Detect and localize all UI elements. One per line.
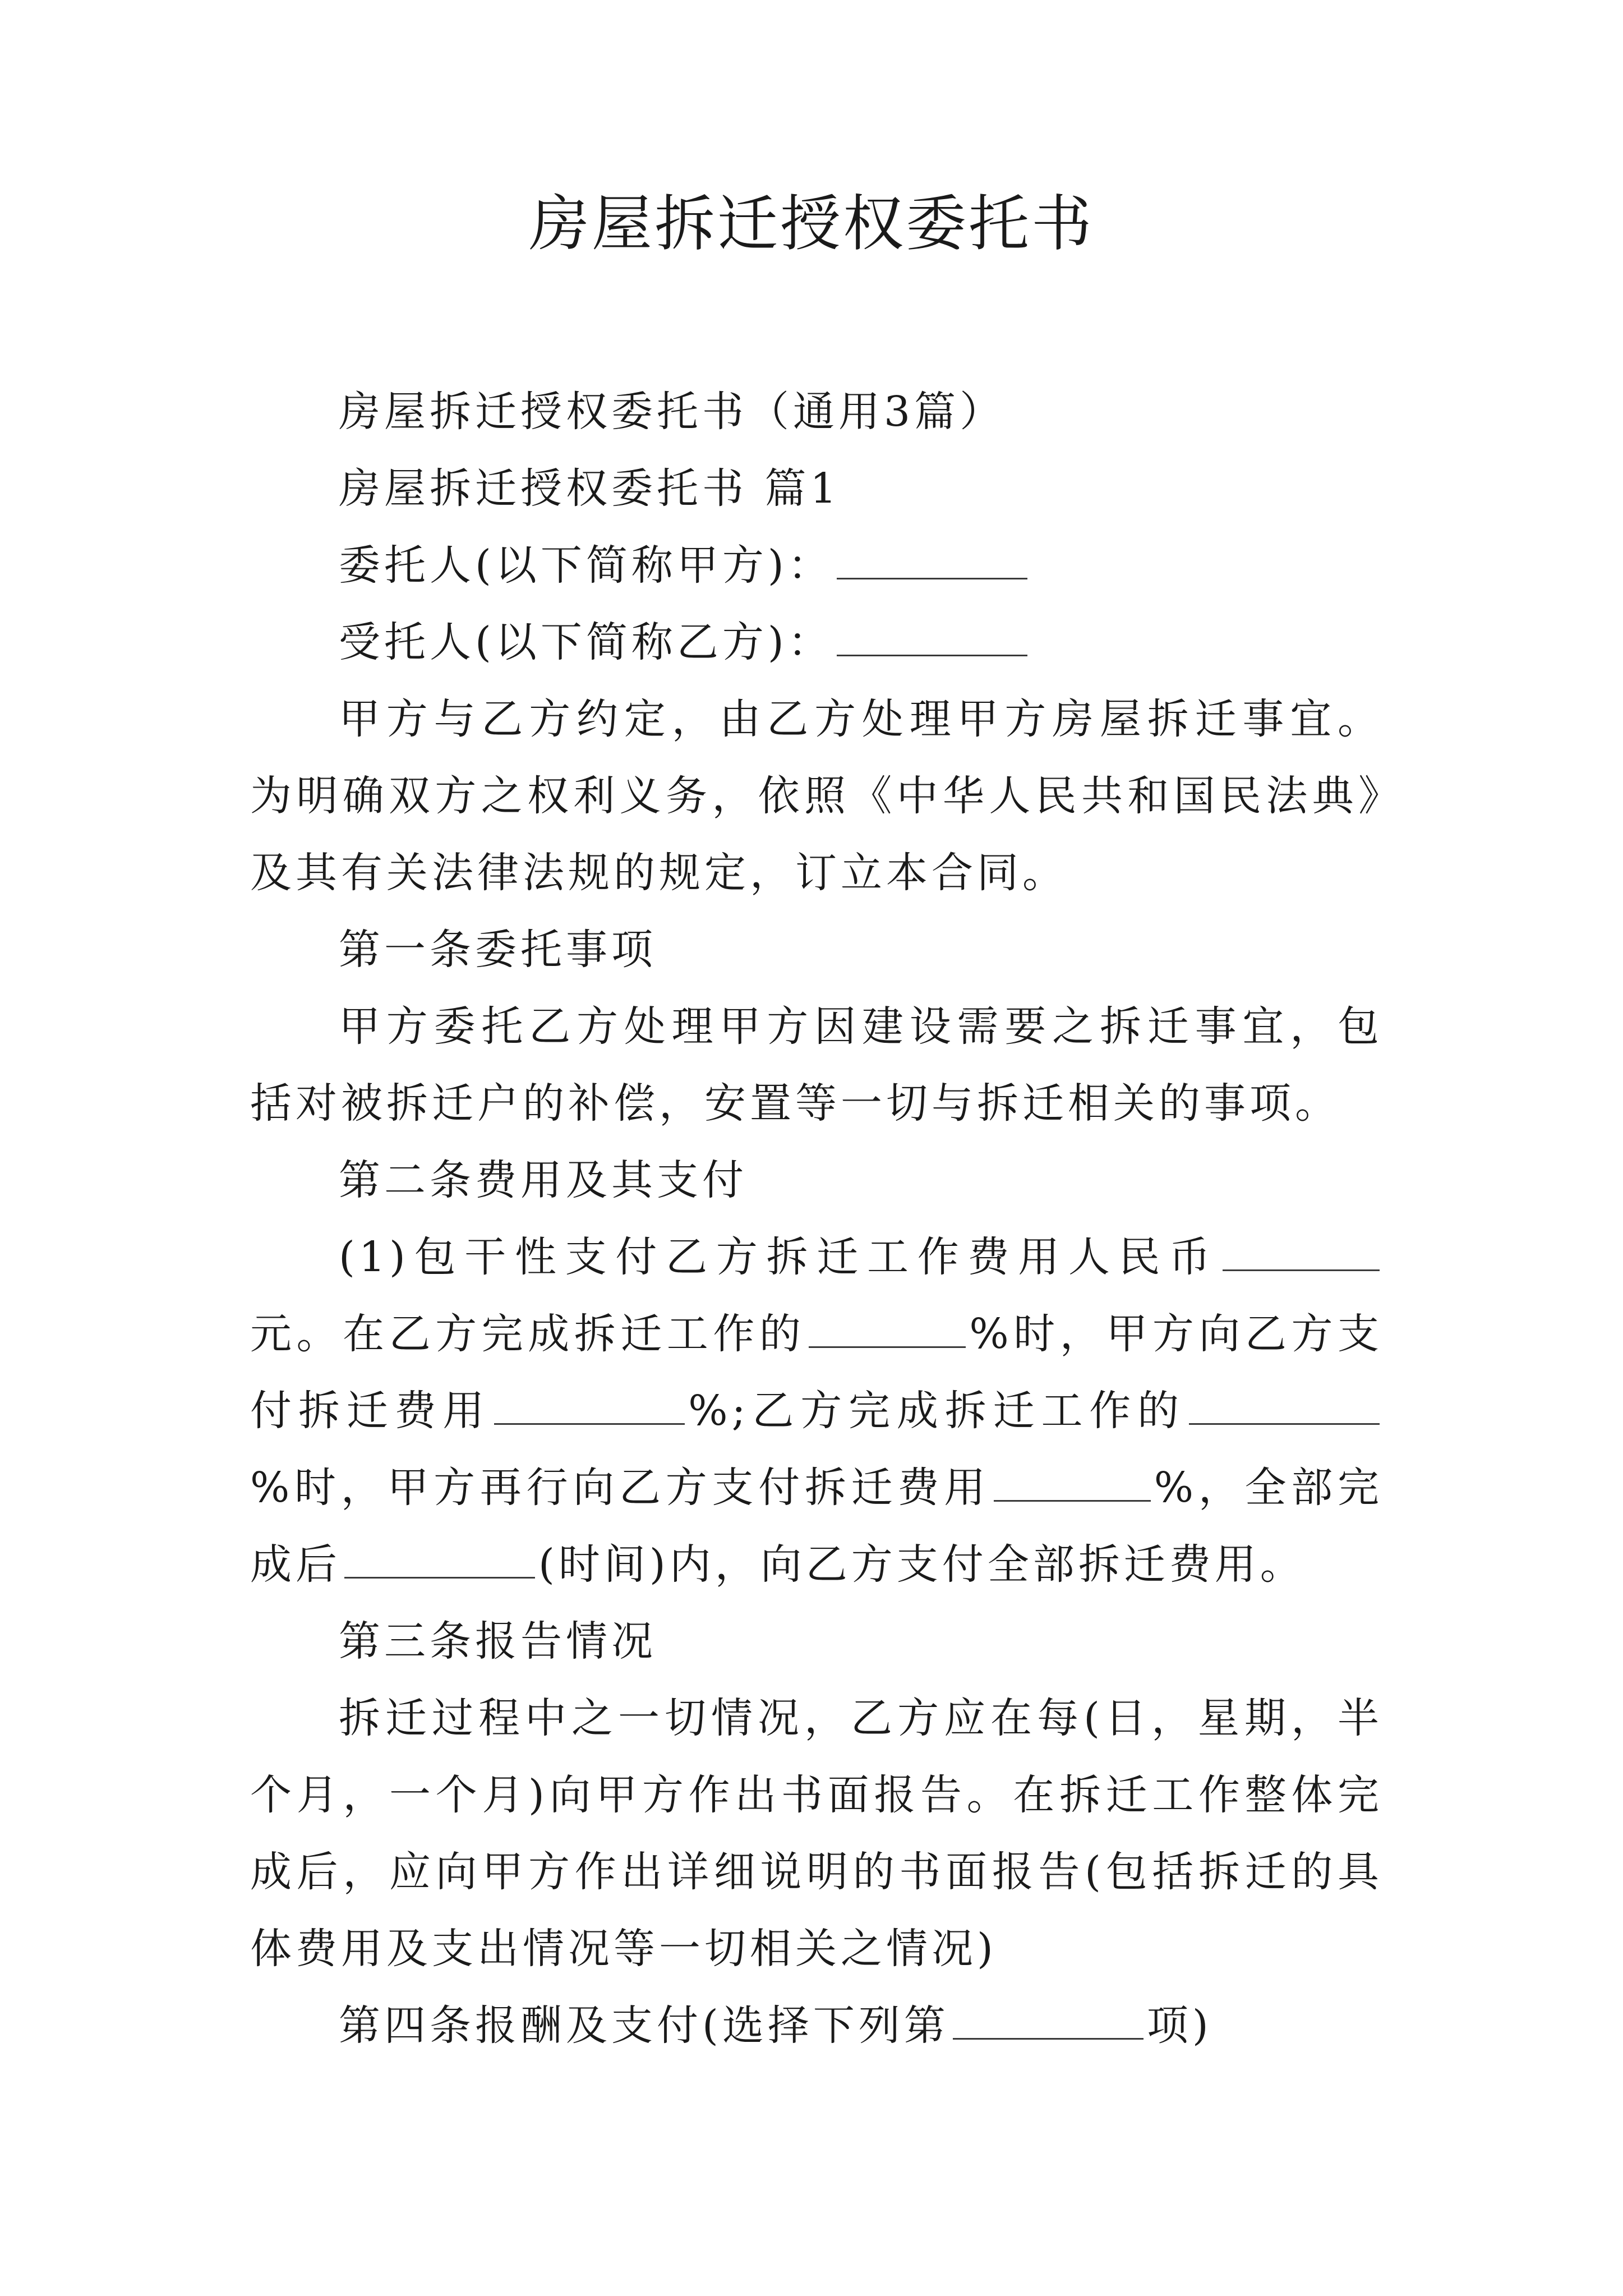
- article-2-part: %;乙方完成拆迁工作的: [688, 1387, 1186, 1435]
- article-1-text: 甲方委托乙方处理甲方因建设需要之拆迁事宜，包括对被拆迁户的补偿，安置等一切与拆迁相关的事项。: [250, 1002, 1383, 1128]
- article-4-part: 项): [1146, 2001, 1212, 2050]
- principal-blank: [837, 535, 1027, 579]
- article-2-part: (时间)内，向乙方支付全部拆迁费用。: [538, 1540, 1306, 1589]
- article-2-title: 第二条费用及其支付: [339, 1156, 748, 1204]
- progress-percent-blank: [809, 1304, 966, 1348]
- payment-percent-blank-2: [994, 1457, 1151, 1502]
- section-heading: 房屋拆迁授权委托书 篇1: [339, 464, 841, 513]
- principal-line: [250, 527, 1383, 604]
- document-body: [250, 374, 1383, 2064]
- option-blank: [953, 1995, 1144, 2040]
- agent-blank: [837, 612, 1027, 656]
- article-2-part: %时，甲方再行向乙方支付拆迁费用: [250, 1464, 990, 1512]
- fee-amount-blank: [1223, 1227, 1380, 1271]
- document-title: 房屋拆迁授权委托书: [528, 189, 1094, 259]
- principal-label: 委托人(以下简称甲方)：: [339, 541, 833, 590]
- article-2-text: [250, 1219, 1383, 1603]
- progress-percent-blank-2: [1189, 1381, 1380, 1425]
- article-4-part: 第四条报酬及支付(选择下列第: [339, 2001, 949, 2050]
- article-3-text: 拆迁过程中之一切情况，乙方应在每(日，星期，半个月，一个月)向甲方作出书面报告。在拆迁工作整体完成后，应向甲方作出详细说明的书面报告(包括拆迁的具体费用及支出情况等一切相关之情况): [250, 1694, 1383, 1973]
- article-2-part: (1)包干性支付乙方拆迁工作费用人民币: [339, 1233, 1219, 1281]
- article-1-title: 第一条委托事项: [339, 926, 657, 974]
- payment-percent-blank: [494, 1381, 685, 1425]
- article-3-title: 第三条报告情况: [339, 1617, 657, 1665]
- intro-paragraph: 甲方与乙方约定，由乙方处理甲方房屋拆迁事宜。为明确双方之权利义务，依照《中华人民共和国民法典》及其有关法律法规的规定，订立本合同。: [250, 695, 1383, 897]
- article-2-part: %，全部完成后: [250, 1464, 1383, 1589]
- agent-line: [250, 604, 1383, 681]
- article-2-part: 元。在乙方完成拆迁工作的: [250, 1310, 806, 1358]
- agent-label: 受托人(以下简称乙方)：: [339, 618, 833, 666]
- time-blank: [344, 1534, 535, 1579]
- document-subtitle: 房屋拆迁授权委托书（通用3篇）: [339, 388, 1006, 436]
- article-2-part: %时，甲方向乙方支付拆迁费用: [250, 1310, 1383, 1435]
- article-4-title: [250, 1987, 1383, 2064]
